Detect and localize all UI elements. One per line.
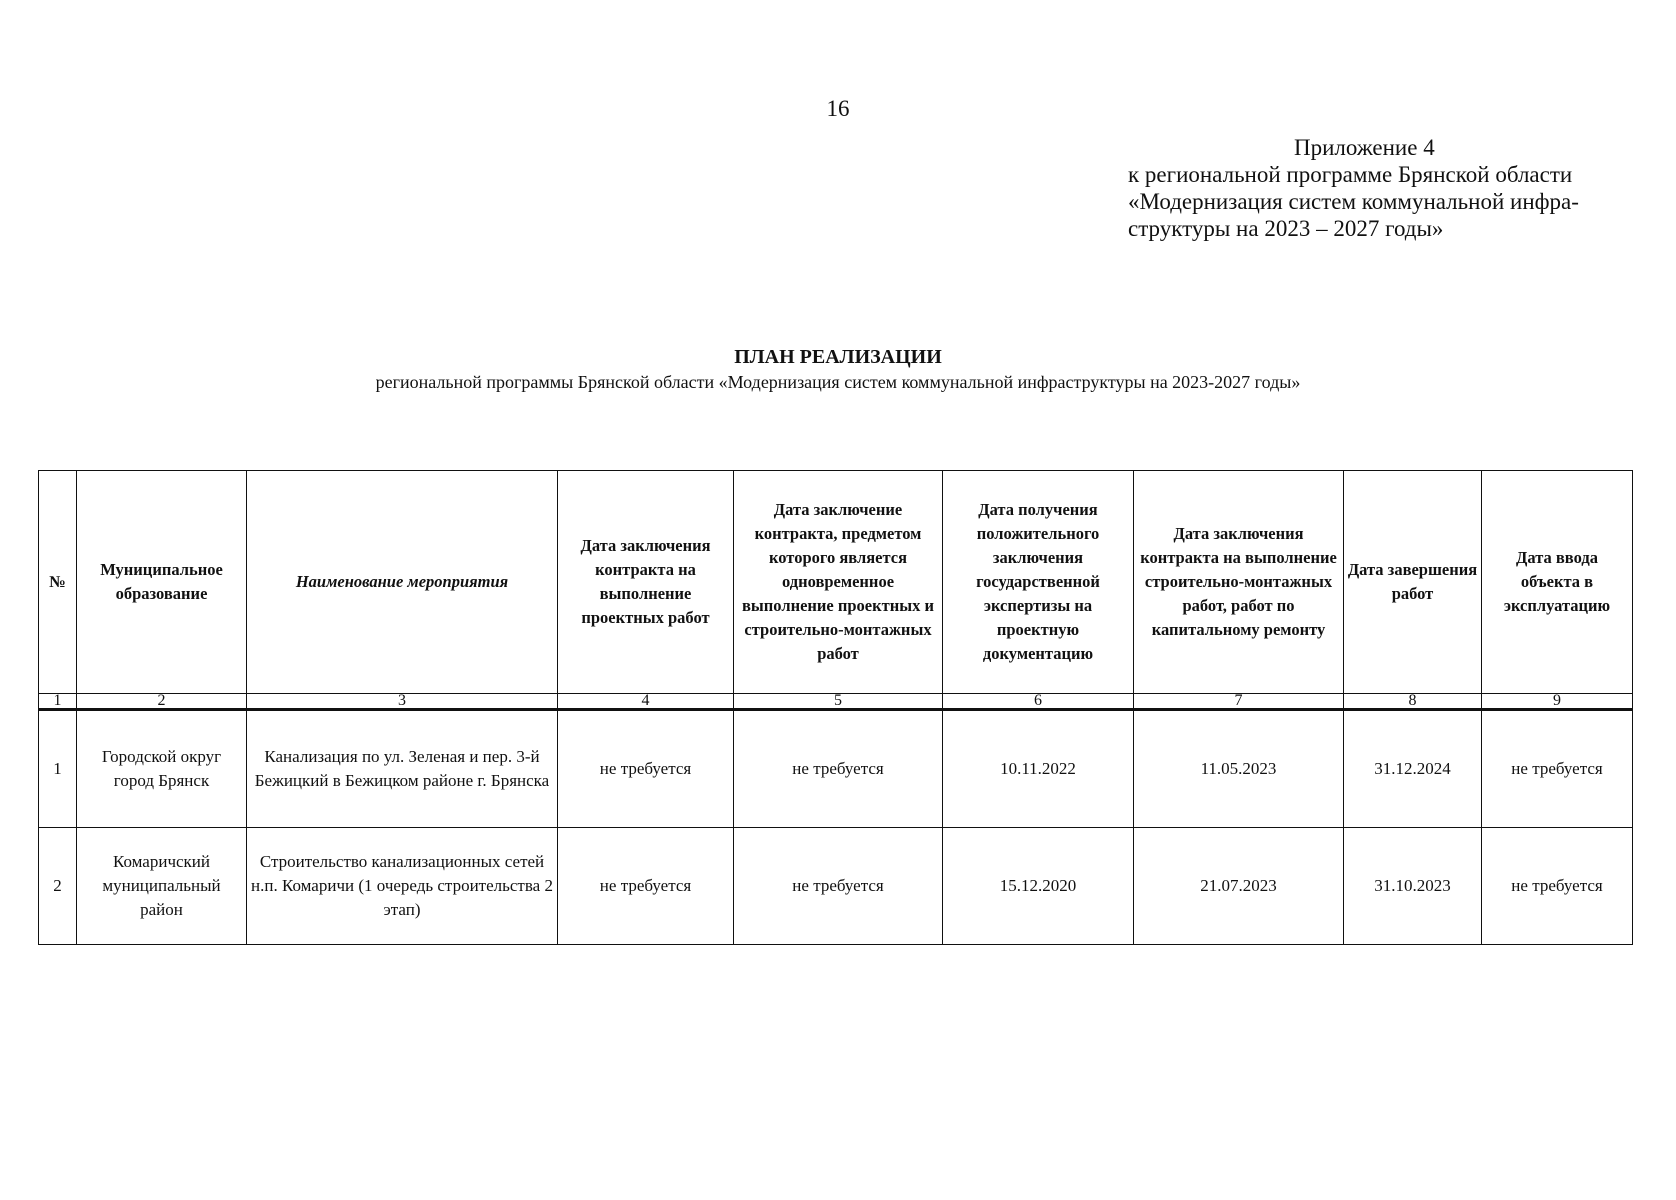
construction-contract-date-cell: 21.07.2023 [1134, 828, 1344, 945]
column-number: 2 [77, 694, 247, 710]
completion-date-cell: 31.12.2024 [1344, 710, 1482, 828]
combined-contract-date-cell: не требуется [734, 828, 943, 945]
appendix-line-1: Приложение 4 [1294, 135, 1435, 160]
column-number: 4 [558, 694, 734, 710]
table-row [39, 828, 1633, 945]
activity-name-cell: Канализация по ул. Зеленая и пер. 3-й Бежицкий в Бежицком районе г. Брянска [247, 710, 558, 828]
header-cell-municipality: Муниципальное образование [77, 471, 247, 694]
header-cell-activity-name: Наименование мероприятия [247, 471, 558, 694]
header-cell-expertise-date: Дата получения положительного заключения государственной экспертизы на проектную документацию [943, 471, 1134, 694]
appendix-block [1128, 134, 1648, 242]
page-number: 16 [826, 96, 850, 121]
column-number: 3 [247, 694, 558, 710]
expertise-date-cell: 15.12.2020 [943, 828, 1134, 945]
implementation-plan-table [38, 470, 1633, 945]
row-number: 2 [39, 828, 77, 945]
construction-contract-date-cell: 11.05.2023 [1134, 710, 1344, 828]
header-cell-construction-contract-date: Дата заключения контракта на выполнение строительно-монтажных работ, работ по капитальному ремонту [1134, 471, 1344, 694]
header-cell-completion-date: Дата завершения работ [1344, 471, 1482, 694]
column-number-row [39, 694, 1633, 710]
commissioning-date-cell: не требуется [1482, 710, 1633, 828]
header-cell-design-contract-date: Дата заключения контракта на выполнение проектных работ [558, 471, 734, 694]
column-number: 6 [943, 694, 1134, 710]
header-cell-commissioning-date: Дата ввода объекта в эксплуатацию [1482, 471, 1633, 694]
column-number: 8 [1344, 694, 1482, 710]
plan-title: ПЛАН РЕАЛИЗАЦИИ [734, 346, 942, 368]
header-cell-combined-contract-date: Дата заключение контракта, предметом которого является одновременное выполнение проектных и строительно-монтажных работ [734, 471, 943, 694]
column-number: 1 [39, 694, 77, 710]
header-cell-number: № [39, 471, 77, 694]
expertise-date-cell: 10.11.2022 [943, 710, 1134, 828]
design-contract-date-cell: не требуется [558, 828, 734, 945]
table-row [39, 710, 1633, 828]
combined-contract-date-cell: не требуется [734, 710, 943, 828]
activity-name-cell: Строительство канализационных сетей н.п. Комаричи (1 очередь строительства 2 этап) [247, 828, 558, 945]
design-contract-date-cell: не требуется [558, 710, 734, 828]
plan-subtitle: региональной программы Брянской области «Модернизация систем коммунальной инфраструктуры на 2023-2027 годы» [375, 372, 1301, 392]
commissioning-date-cell: не требуется [1482, 828, 1633, 945]
municipality-cell: Комаричский муниципальный район [77, 828, 247, 945]
appendix-line-3: «Модернизация систем коммунальной инфра- [1128, 189, 1579, 214]
header-row [39, 471, 1633, 694]
column-number: 7 [1134, 694, 1344, 710]
row-number: 1 [39, 710, 77, 828]
column-number: 5 [734, 694, 943, 710]
appendix-line-4: структуры на 2023 – 2027 годы» [1128, 216, 1444, 241]
appendix-line-2: к региональной программе Брянской области [1128, 162, 1573, 187]
municipality-cell: Городской округ город Брянск [77, 710, 247, 828]
completion-date-cell: 31.10.2023 [1344, 828, 1482, 945]
column-number: 9 [1482, 694, 1633, 710]
